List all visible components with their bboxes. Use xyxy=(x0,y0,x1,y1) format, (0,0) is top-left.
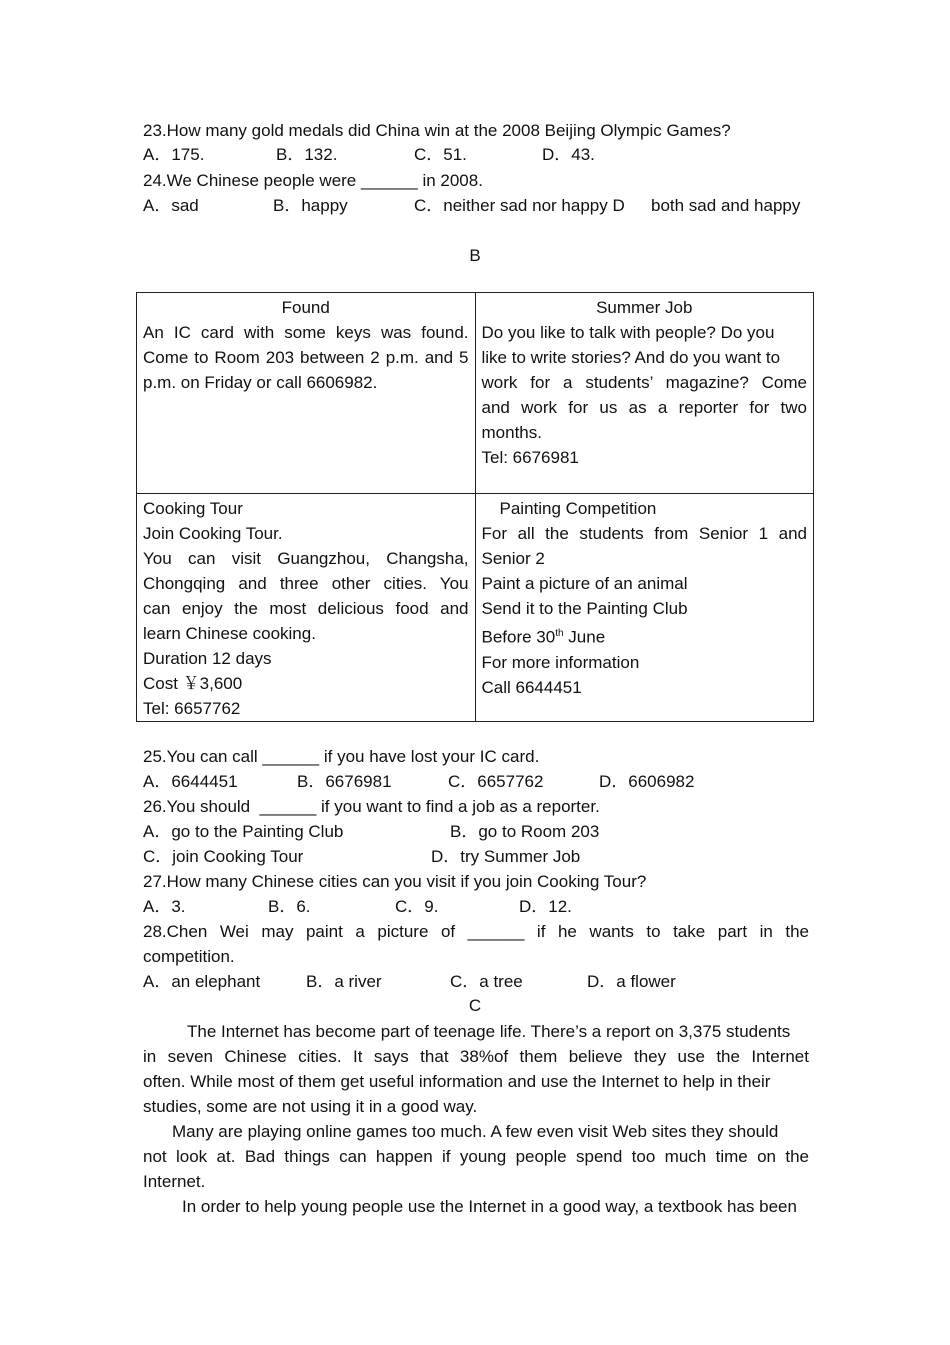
ad-line: Chongqing and three other cities. You xyxy=(143,574,469,593)
ad-line: Tel: 6676981 xyxy=(481,448,579,467)
ad-line: An IC card with some keys was found. xyxy=(143,323,469,342)
ad-line: Do you like to talk with people? Do you xyxy=(481,323,775,342)
option-d: D．12. xyxy=(519,897,572,916)
ad-line: Come to Room 203 between 2 p.m. and 5 xyxy=(143,348,469,367)
ad-line: Join Cooking Tour. xyxy=(143,524,283,543)
ad-line: For more information xyxy=(481,652,640,672)
ad-cooking-tour-title: Cooking Tour xyxy=(143,499,243,518)
ad-line: work for a students’ magazine? Come xyxy=(481,373,807,392)
option-d: D．a flower xyxy=(587,972,676,991)
question-23-stem: 23.How many gold medals did China win at the 2008 Beijing Olympic Games? xyxy=(143,121,731,140)
ad-line: can enjoy the most delicious food and xyxy=(143,599,469,618)
ads-table xyxy=(136,292,814,722)
ad-line: For all the students from Senior 1 and xyxy=(481,524,807,543)
option-a: A．6644451 xyxy=(143,772,238,791)
deadline-prefix: Before 30 xyxy=(481,627,556,647)
option-b: B．6. xyxy=(268,897,311,916)
ad-painting-title: Painting Competition xyxy=(499,499,657,518)
option-c: C．51. xyxy=(414,145,467,164)
passage-line: Many are playing online games too much. A few even visit Web sites they should xyxy=(172,1122,779,1141)
ad-found-title: Found xyxy=(281,298,330,317)
option-a: A．go to the Painting Club xyxy=(143,822,344,841)
ad-deadline xyxy=(482,621,808,650)
passage-line: In order to help young people use the Internet in a good way, a textbook has been xyxy=(182,1197,797,1216)
passage-line: Internet. xyxy=(143,1172,206,1191)
option-b: B．a river xyxy=(306,972,382,991)
option-c: C．9. xyxy=(395,897,439,916)
ad-line: months. xyxy=(481,423,542,442)
passage-line: The Internet has become part of teenage life. There’s a report on 3,375 students xyxy=(187,1022,791,1041)
ad-line: You can visit Guangzhou, Changsha, xyxy=(143,549,469,568)
passage-line: not look at. Bad things can happen if young people spend too much time on the xyxy=(143,1147,809,1166)
question-26-stem: 26.You should ______ if you want to find a job as a reporter. xyxy=(143,797,600,816)
option-a: A．an elephant xyxy=(143,972,261,991)
ad-line: Cost ￥3,600 xyxy=(143,674,243,693)
ad-painting-competition xyxy=(475,494,814,722)
ad-summer-job xyxy=(475,293,814,494)
ad-line: p.m. on Friday or call 6606982. xyxy=(143,373,378,392)
question-28-stem-line2: competition. xyxy=(143,947,235,966)
ad-line: Paint a picture of an animal xyxy=(481,574,688,593)
ad-line: Senior 2 xyxy=(481,549,545,568)
deadline-sup: th xyxy=(555,628,564,639)
question-28-stem-line1: 28.Chen Wei may paint a picture of ______ if he wants to take part in the xyxy=(143,922,809,941)
ad-line: Send it to the Painting Club xyxy=(481,599,688,618)
section-b-label: B xyxy=(469,246,481,265)
ad-summer-job-title: Summer Job xyxy=(596,298,693,317)
option-a: A．175. xyxy=(143,145,205,164)
option-a: A．3. xyxy=(143,897,186,916)
option-b: B．132. xyxy=(276,145,338,164)
option-d: D．43. xyxy=(542,145,595,164)
passage-line: in seven Chinese cities. It says that 38%of them believe they use the Internet xyxy=(143,1047,809,1066)
ad-line: Duration 12 days xyxy=(143,649,272,668)
option-c: C．join Cooking Tour xyxy=(143,847,304,866)
question-27-stem: 27.How many Chinese cities can you visit if you join Cooking Tour? xyxy=(143,872,647,891)
option-b: B．6676981 xyxy=(297,772,392,791)
ad-line: and work for us as a reporter for two xyxy=(481,398,807,417)
option-c: C．neither sad nor happy D xyxy=(414,196,625,215)
option-a: A．sad xyxy=(143,196,199,215)
section-c-label: C xyxy=(468,996,482,1015)
option-d: D．try Summer Job xyxy=(431,847,581,866)
passage-line: studies, some are not using it in a good way. xyxy=(143,1097,478,1116)
option-d: both sad and happy xyxy=(651,196,801,215)
option-c: C．a tree xyxy=(450,972,523,991)
option-b: B．go to Room 203 xyxy=(450,822,600,841)
ad-cooking-tour xyxy=(137,494,476,722)
option-c: C．6657762 xyxy=(448,772,544,791)
option-d: D．6606982 xyxy=(599,772,695,791)
ad-line: Call 6644451 xyxy=(481,677,582,697)
ad-line: like to write stories? And do you want to xyxy=(481,348,781,367)
option-b: B．happy xyxy=(273,196,348,215)
ad-line: learn Chinese cooking. xyxy=(143,624,316,643)
ad-line: Tel: 6657762 xyxy=(143,699,241,718)
question-24-stem: 24.We Chinese people were ______ in 2008. xyxy=(143,171,483,190)
question-25-stem: 25.You can call ______ if you have lost your IC card. xyxy=(143,747,540,766)
deadline-suffix: June xyxy=(563,627,606,647)
passage-line: often. While most of them get useful information and use the Internet to help in their xyxy=(143,1072,771,1091)
ad-found xyxy=(137,293,476,494)
